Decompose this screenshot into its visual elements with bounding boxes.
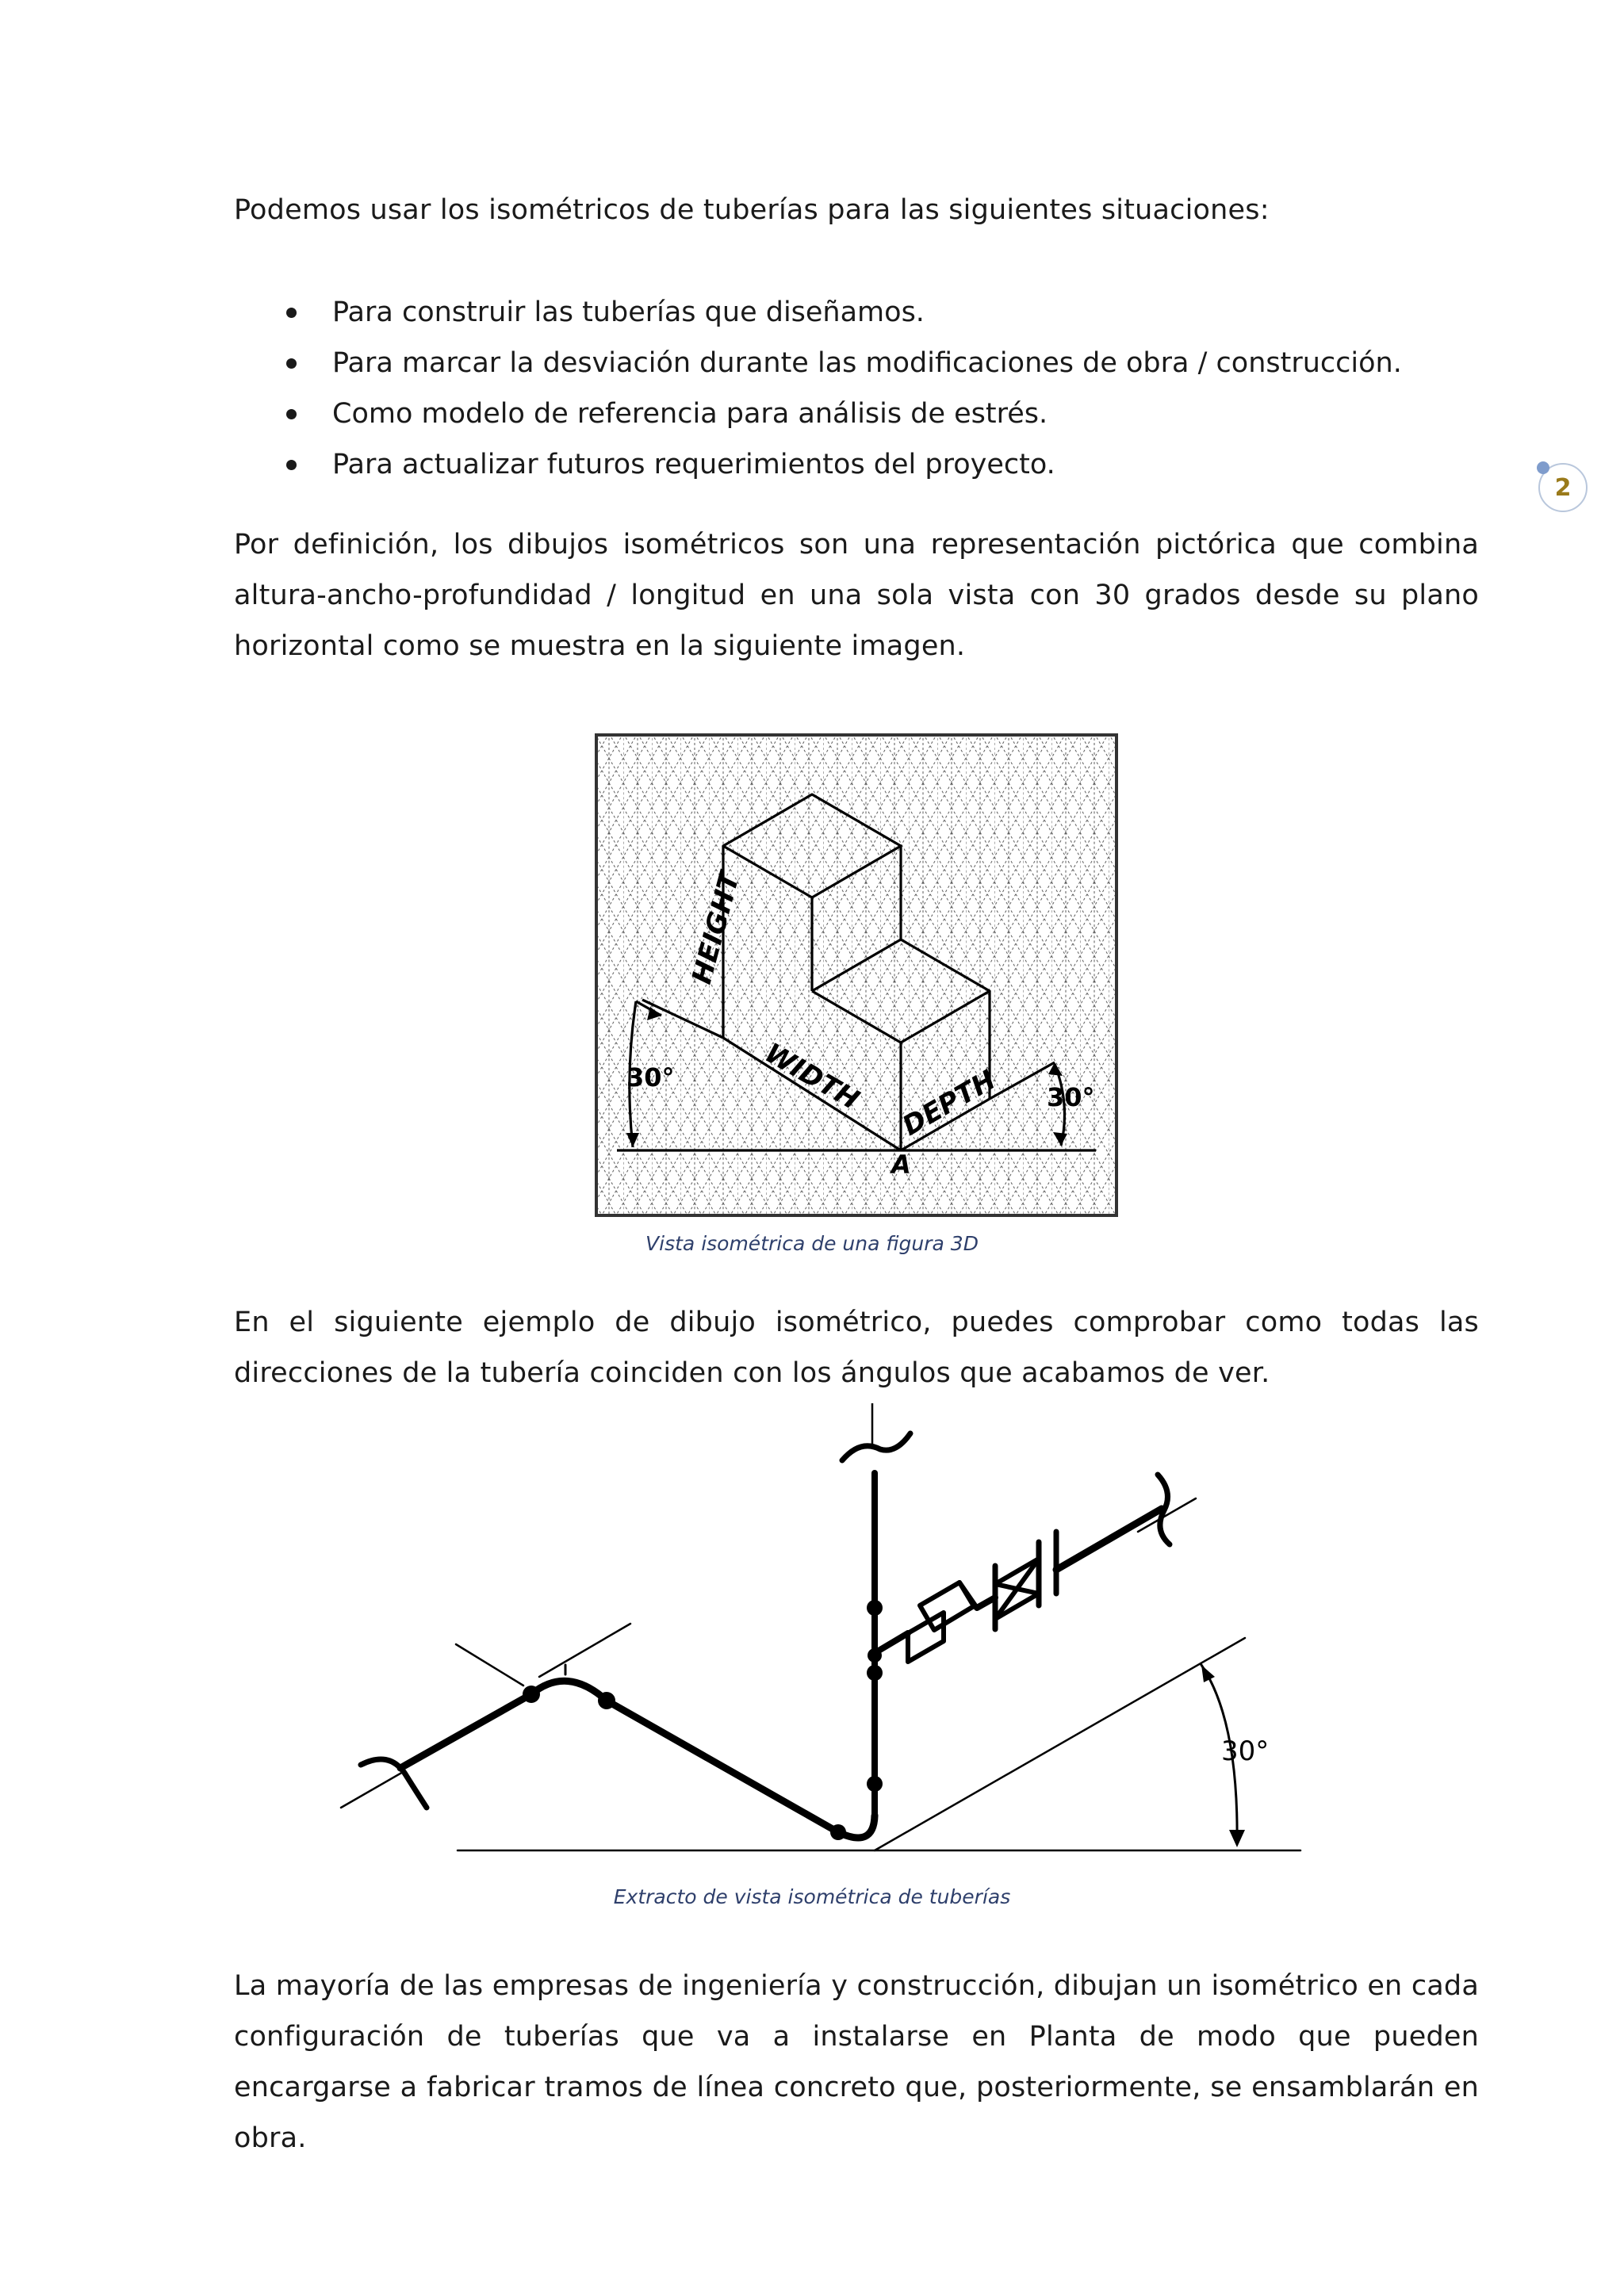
page-number: 2: [1554, 473, 1572, 502]
example-paragraph: En el siguiente ejemplo de dibujo isométrico, puedes comprobar como todas las direcciones de la tubería coinciden con los ángulos que acabamos de ver.: [234, 1307, 1479, 1389]
angle-right-label: 30°: [1047, 1082, 1095, 1112]
bullet-text: Para marcar la desviación durante las modificaciones de obra / construcción.: [332, 347, 1402, 379]
piping-isometric-figure: [333, 1403, 1324, 1879]
list-item: [234, 287, 1503, 338]
page-number-badge: [1538, 463, 1588, 512]
list-item: [234, 439, 1503, 490]
depth-label: DEPTH: [897, 1064, 1002, 1142]
figure2-caption: Extracto de vista isométrica de tuberías: [613, 1885, 1011, 1908]
figure1-caption: Vista isométrica de una figura 3D: [645, 1232, 979, 1255]
bullet-text: Para actualizar futuros requerimientos del proyecto.: [332, 449, 1055, 480]
width-label: WIDTH: [759, 1037, 865, 1116]
angle-label: 30°: [1221, 1735, 1270, 1767]
bullet-text: Como modelo de referencia para análisis de estrés.: [332, 398, 1048, 430]
bullet-list: [234, 287, 1503, 490]
list-item: [234, 338, 1503, 388]
bullet-icon: [286, 409, 297, 419]
badge-dot-icon: [1537, 461, 1549, 474]
closing-paragraph: La mayoría de las empresas de ingeniería y construcción, dibujan un isométrico en cada configuración de tuberías que va a instalarse en Planta de modo que pueden encargarse a fabricar tramos de línea concreto que, posteriormente, se ensamblarán en obra.: [234, 1970, 1479, 2154]
list-item: [234, 388, 1503, 439]
bullet-text: Para construir las tuberías que diseñamos.: [332, 297, 925, 328]
intro-paragraph: Podemos usar los isométricos de tuberías para las siguientes situaciones:: [234, 194, 1270, 226]
bullet-icon: [286, 358, 297, 369]
point-a-label: A: [891, 1150, 911, 1180]
bullet-icon: [286, 460, 297, 470]
angle-left-label: 30°: [626, 1062, 675, 1093]
definition-paragraph: Por definición, los dibujos isométricos son una representación pictórica que combina altura-ancho-profundidad / longitud en una sola vista con 30 grados desde su plano horizontal como se muestra en la siguiente imagen.: [234, 529, 1479, 662]
isometric-figure: [595, 733, 1118, 1217]
height-label: HEIGHT: [686, 868, 746, 988]
bullet-icon: [286, 308, 297, 318]
